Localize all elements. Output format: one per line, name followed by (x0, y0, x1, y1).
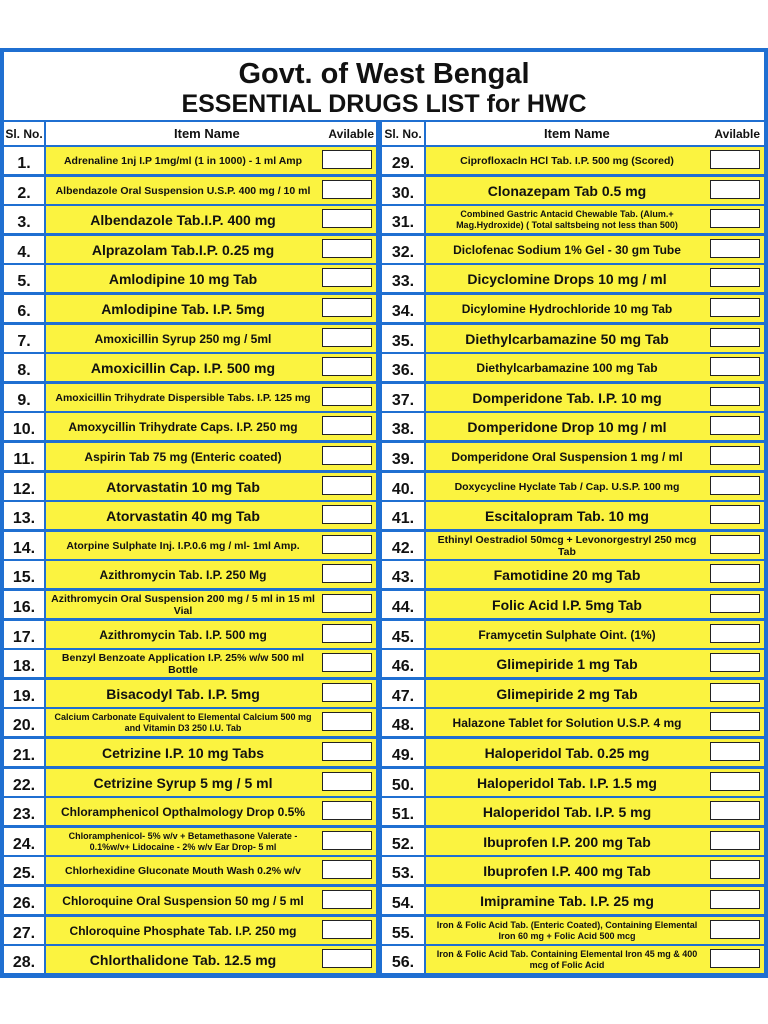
availability-checkbox[interactable] (322, 180, 372, 199)
drug-name: Atorvastatin 10 mg Tab (106, 478, 260, 495)
serial-number: 19. (4, 680, 44, 707)
drug-item (46, 828, 376, 855)
availability-checkbox[interactable] (710, 328, 760, 347)
availability-checkbox[interactable] (322, 505, 372, 524)
serial-number: 6. (4, 295, 44, 322)
drug-name: Albendazole Oral Suspension U.S.P. 400 mg / 10 ml (55, 184, 311, 197)
drug-name: Ibuprofen I.P. 200 mg Tab (483, 833, 651, 850)
serial-number: 23. (4, 798, 44, 825)
drug-row (382, 236, 764, 263)
drug-item (426, 650, 764, 677)
availability-checkbox[interactable] (322, 712, 372, 731)
drug-row (382, 887, 764, 914)
drug-name: Framycetin Sulphate Oint. (1%) (478, 627, 656, 642)
drug-name: Haloperidol Tab. I.P. 5 mg (482, 803, 652, 820)
drug-name: Adrenaline 1nj I.P 1mg/ml (1 in 1000) - 1 ml Amp (63, 154, 303, 167)
serial-number: 3. (4, 206, 44, 233)
availability-checkbox[interactable] (710, 268, 760, 287)
drug-name: Domperidone Oral Suspension 1 mg / ml (451, 449, 683, 464)
serial-number: 8. (4, 354, 44, 381)
availability-checkbox[interactable] (710, 772, 760, 791)
drug-name: Haloperidol Tab. 0.25 mg (484, 744, 650, 761)
serial-number: 1. (4, 147, 44, 174)
serial-number: 28. (4, 946, 44, 973)
drug-item (426, 591, 764, 618)
availability-checkbox[interactable] (322, 150, 372, 169)
drug-row (4, 147, 376, 174)
drug-row (4, 650, 376, 677)
page-title: Govt. of West Bengal (238, 58, 530, 90)
drug-row (382, 384, 764, 411)
drug-row (382, 591, 764, 618)
serial-number: 40. (382, 473, 424, 500)
drug-name: Amlodipine Tab. I.P. 5mg (101, 300, 265, 317)
availability-checkbox[interactable] (710, 180, 760, 199)
availability-checkbox[interactable] (710, 653, 760, 672)
drug-item (426, 265, 764, 292)
serial-number: 2. (4, 177, 44, 204)
drug-item (46, 443, 376, 470)
drug-name: Chlorthalidone Tab. 12.5 mg (89, 951, 277, 968)
drug-item (46, 236, 376, 263)
drug-row (382, 650, 764, 677)
drug-name: Iron & Folic Acid Tab. (Enteric Coated), Containing Elemental Iron 60 mg + Folic Acid 500 mcg (436, 919, 698, 941)
drug-name: Chloramphenicol- 5% w/v + Betamethasone Valerate - 0.1%w/v+ Lidocaine - 2% w/v Ear Drop- 5 ml (68, 830, 298, 852)
serial-number: 55. (382, 917, 424, 944)
drug-name: Azithromycin Oral Suspension 200 mg / 5 ml in 15 ml Vial (51, 592, 315, 617)
availability-checkbox[interactable] (710, 683, 760, 702)
drug-name: Cetrizine I.P. 10 mg Tabs (101, 744, 265, 761)
availability-checkbox[interactable] (322, 772, 372, 791)
drug-item (426, 473, 764, 500)
availability-checkbox[interactable] (710, 712, 760, 731)
drug-row (382, 354, 764, 381)
serial-number: 20. (4, 709, 44, 736)
drug-name: Amlodipine 10 mg Tab (108, 270, 258, 287)
availability-checkbox[interactable] (710, 890, 760, 909)
drug-row (382, 680, 764, 707)
serial-number: 48. (382, 709, 424, 736)
drug-item (46, 739, 376, 766)
drug-row (382, 532, 764, 559)
drug-name: Aspirin Tab 75 mg (Enteric coated) (84, 449, 282, 464)
drug-item (46, 857, 376, 884)
drug-item (426, 295, 764, 322)
drug-row (4, 828, 376, 855)
availability-checkbox[interactable] (322, 209, 372, 228)
drug-row (4, 502, 376, 529)
drug-item (46, 650, 376, 677)
drug-row (382, 147, 764, 174)
drug-item (46, 147, 376, 174)
availability-checkbox[interactable] (710, 920, 760, 939)
column-header-item-right (426, 122, 764, 145)
drug-row (4, 177, 376, 204)
column-header-item-name-right: Item Name (544, 126, 610, 141)
page-subtitle: ESSENTIAL DRUGS LIST for HWC (181, 90, 587, 118)
serial-number: 45. (382, 621, 424, 648)
drug-item (46, 798, 376, 825)
drug-row (4, 236, 376, 263)
availability-checkbox[interactable] (322, 446, 372, 465)
drug-item (426, 887, 764, 914)
drug-name: Calcium Carbonate Equivalent to Elemental Calcium 500 mg and Vitamin D3 250 I.U. Tab (54, 711, 312, 733)
drug-item (426, 828, 764, 855)
drug-row (382, 206, 764, 233)
drug-item (426, 709, 764, 736)
drug-name: Folic Acid I.P. 5mg Tab (492, 596, 642, 613)
drug-item (426, 917, 764, 944)
drug-item (426, 384, 764, 411)
availability-checkbox[interactable] (710, 949, 760, 968)
serial-number: 42. (382, 532, 424, 559)
drug-row (4, 295, 376, 322)
drug-item (46, 680, 376, 707)
serial-number: 25. (4, 857, 44, 884)
serial-number: 49. (382, 739, 424, 766)
drug-item (426, 798, 764, 825)
drug-item (426, 147, 764, 174)
serial-number: 34. (382, 295, 424, 322)
drug-row (4, 946, 376, 973)
left-drug-column (4, 147, 376, 975)
drug-row (4, 798, 376, 825)
drug-item (46, 621, 376, 648)
serial-number: 12. (4, 473, 44, 500)
drug-item (46, 532, 376, 559)
serial-number: 41. (382, 502, 424, 529)
availability-checkbox[interactable] (710, 594, 760, 613)
drug-name: Combined Gastric Antacid Chewable Tab. (Alum.+ Mag.Hydroxide) ( Total saltsbeing not less than 500) (456, 208, 678, 230)
drug-name: Imipramine Tab. I.P. 25 mg (480, 892, 654, 909)
availability-checkbox[interactable] (322, 860, 372, 879)
drug-item (46, 354, 376, 381)
drug-name: Alprazolam Tab.I.P. 0.25 mg (91, 241, 275, 258)
serial-number: 38. (382, 413, 424, 440)
page-header (4, 52, 764, 120)
drug-row (382, 295, 764, 322)
availability-checkbox[interactable] (710, 150, 760, 169)
drug-name: Ibuprofen I.P. 400 mg Tab (483, 862, 651, 879)
serial-number: 13. (4, 502, 44, 529)
availability-checkbox[interactable] (710, 860, 760, 879)
right-drug-column (382, 147, 764, 975)
availability-checkbox[interactable] (710, 357, 760, 376)
drug-item (426, 443, 764, 470)
drug-name: Benzyl Benzoate Application I.P. 25% w/w 500 ml Bottle (61, 651, 305, 676)
drug-name: Atorvastatin 40 mg Tab (106, 507, 260, 524)
drug-item (46, 887, 376, 914)
drug-row (382, 739, 764, 766)
drug-item (426, 354, 764, 381)
serial-number: 33. (382, 265, 424, 292)
drug-item (426, 561, 764, 588)
availability-checkbox[interactable] (322, 801, 372, 820)
drug-name: Chlorhexidine Gluconate Mouth Wash 0.2% w/v (65, 864, 301, 877)
drug-row (4, 413, 376, 440)
drug-row (382, 769, 764, 796)
drug-row (4, 621, 376, 648)
availability-checkbox[interactable] (710, 831, 760, 850)
availability-checkbox[interactable] (322, 920, 372, 939)
availability-checkbox[interactable] (710, 801, 760, 820)
drug-name: Diclofenac Sodium 1% Gel - 30 gm Tube (453, 242, 681, 257)
serial-number: 26. (4, 887, 44, 914)
availability-checkbox[interactable] (710, 239, 760, 258)
availability-checkbox[interactable] (710, 476, 760, 495)
drug-item (46, 384, 376, 411)
drug-row (4, 206, 376, 233)
drug-name: Azithromycin Tab. I.P. 500 mg (99, 627, 267, 642)
serial-number: 21. (4, 739, 44, 766)
drug-item (426, 502, 764, 529)
drug-name: Bisacodyl Tab. I.P. 5mg (106, 685, 260, 702)
availability-checkbox[interactable] (322, 476, 372, 495)
serial-number: 35. (382, 325, 424, 352)
drug-item (46, 561, 376, 588)
availability-checkbox[interactable] (710, 505, 760, 524)
serial-number: 39. (382, 443, 424, 470)
drug-row (382, 502, 764, 529)
drug-row (382, 177, 764, 204)
availability-checkbox[interactable] (322, 831, 372, 850)
drug-row (382, 709, 764, 736)
serial-number: 51. (382, 798, 424, 825)
availability-checkbox[interactable] (710, 209, 760, 228)
drug-item (426, 621, 764, 648)
serial-number: 7. (4, 325, 44, 352)
drug-item (46, 917, 376, 944)
column-header-available-left: Avilable (328, 126, 374, 141)
drug-name: Escitalopram Tab. 10 mg (485, 507, 649, 524)
drug-name: Ciprofloxacln HCl Tab. I.P. 500 mg (Scored) (460, 154, 674, 167)
availability-checkbox[interactable] (322, 564, 372, 583)
drug-row (4, 769, 376, 796)
drug-item (426, 206, 764, 233)
availability-checkbox[interactable] (322, 268, 372, 287)
drug-item (46, 473, 376, 500)
drug-row (382, 917, 764, 944)
drug-row (4, 887, 376, 914)
drug-row (382, 265, 764, 292)
drug-row (4, 443, 376, 470)
column-header-item-left (46, 122, 376, 145)
drug-row (4, 591, 376, 618)
availability-checkbox[interactable] (322, 653, 372, 672)
serial-number: 32. (382, 236, 424, 263)
drug-name: Halazone Tablet for Solution U.S.P. 4 mg (452, 715, 682, 730)
availability-checkbox[interactable] (710, 446, 760, 465)
drug-name: Domperidone Tab. I.P. 10 mg (472, 389, 662, 406)
drug-row (382, 621, 764, 648)
drug-row (4, 739, 376, 766)
drug-row (382, 561, 764, 588)
drug-item (426, 680, 764, 707)
drug-name: Cetrizine Syrup 5 mg / 5 ml (93, 774, 273, 791)
drug-name: Glimepiride 1 mg Tab (496, 655, 638, 672)
serial-number: 9. (4, 384, 44, 411)
drug-row (382, 857, 764, 884)
availability-checkbox[interactable] (710, 416, 760, 435)
drug-row (4, 265, 376, 292)
drug-name: Atorpine Sulphate Inj. I.P.0.6 mg / ml- 1ml Amp. (66, 539, 300, 552)
drug-row (4, 680, 376, 707)
availability-checkbox[interactable] (322, 890, 372, 909)
serial-number: 31. (382, 206, 424, 233)
drug-name: Albendazole Tab.I.P. 400 mg (90, 211, 276, 228)
serial-number: 24. (4, 828, 44, 855)
availability-checkbox[interactable] (322, 624, 372, 643)
drug-item (426, 325, 764, 352)
drug-name: Clonazepam Tab 0.5 mg (487, 182, 647, 199)
drug-item (426, 946, 764, 973)
drug-row (4, 384, 376, 411)
drug-row (4, 473, 376, 500)
drug-item (46, 295, 376, 322)
drug-name: Famotidine 20 mg Tab (493, 566, 641, 583)
drug-name: Dicylomine Hydrochloride 10 mg Tab (461, 301, 673, 316)
drug-item (46, 769, 376, 796)
column-header-available-right: Avilable (714, 126, 760, 141)
drug-name: Doxycycline Hyclate Tab / Cap. U.S.P. 100 mg (454, 480, 680, 493)
drug-name: Amoxicillin Syrup 250 mg / 5ml (94, 331, 272, 346)
serial-number: 52. (382, 828, 424, 855)
availability-checkbox[interactable] (710, 624, 760, 643)
drug-name: Chloramphenicol Opthalmology Drop 0.5% (60, 804, 306, 819)
drug-item (46, 325, 376, 352)
drug-name: Diethylcarbamazine 50 mg Tab (465, 330, 669, 347)
drug-row (4, 354, 376, 381)
drug-row (4, 709, 376, 736)
serial-number: 46. (382, 650, 424, 677)
drug-item (426, 857, 764, 884)
drug-item (426, 236, 764, 263)
drug-item (46, 591, 376, 618)
availability-checkbox[interactable] (710, 742, 760, 761)
availability-checkbox[interactable] (322, 742, 372, 761)
drug-item (46, 206, 376, 233)
drug-row (382, 946, 764, 973)
drug-row (4, 532, 376, 559)
drug-row (4, 561, 376, 588)
availability-checkbox[interactable] (322, 594, 372, 613)
serial-number: 29. (382, 147, 424, 174)
drug-item (426, 413, 764, 440)
serial-number: 18. (4, 650, 44, 677)
drug-name: Amoxicillin Cap. I.P. 500 mg (90, 359, 276, 376)
availability-checkbox[interactable] (322, 416, 372, 435)
drug-name: Chloroquine Phosphate Tab. I.P. 250 mg (69, 923, 297, 938)
drug-item (426, 532, 764, 559)
drug-row (4, 917, 376, 944)
serial-number: 27. (4, 917, 44, 944)
drug-item (46, 502, 376, 529)
availability-checkbox[interactable] (710, 535, 760, 554)
drug-name: Glimepiride 2 mg Tab (496, 685, 638, 702)
availability-checkbox[interactable] (322, 298, 372, 317)
availability-checkbox[interactable] (322, 949, 372, 968)
serial-number: 43. (382, 561, 424, 588)
drug-list-sheet (0, 48, 768, 978)
serial-number: 37. (382, 384, 424, 411)
serial-number: 53. (382, 857, 424, 884)
serial-number: 36. (382, 354, 424, 381)
serial-number: 47. (382, 680, 424, 707)
availability-checkbox[interactable] (322, 683, 372, 702)
drug-item (426, 177, 764, 204)
availability-checkbox[interactable] (710, 387, 760, 406)
drug-name: Amoxicillin Trihydrate Dispersible Tabs. I.P. 125 mg (55, 391, 311, 404)
drug-name: Domperidone Drop 10 mg / ml (467, 418, 667, 435)
drug-item (426, 769, 764, 796)
availability-checkbox[interactable] (322, 535, 372, 554)
drug-row (4, 857, 376, 884)
drug-row (4, 325, 376, 352)
serial-number: 5. (4, 265, 44, 292)
drug-item (46, 177, 376, 204)
serial-number: 10. (4, 413, 44, 440)
serial-number: 14. (4, 532, 44, 559)
drug-item (46, 946, 376, 973)
serial-number: 50. (382, 769, 424, 796)
column-header-sl-no-left: Sl. No. (4, 122, 44, 145)
serial-number: 56. (382, 946, 424, 973)
serial-number: 15. (4, 561, 44, 588)
drug-row (382, 828, 764, 855)
serial-number: 22. (4, 769, 44, 796)
drug-name: Amoxycillin Trihydrate Caps. I.P. 250 mg (68, 419, 298, 434)
availability-checkbox[interactable] (322, 387, 372, 406)
drug-item (46, 265, 376, 292)
drug-row (382, 443, 764, 470)
availability-checkbox[interactable] (710, 298, 760, 317)
serial-number: 16. (4, 591, 44, 618)
drug-item (46, 709, 376, 736)
availability-checkbox[interactable] (322, 357, 372, 376)
serial-number: 11. (4, 443, 44, 470)
drug-row (382, 413, 764, 440)
drug-name: Ethinyl Oestradiol 50mcg + Levonorgestryl 250 mcg Tab (437, 533, 697, 558)
drug-item (426, 739, 764, 766)
drug-name: Dicyclomine Drops 10 mg / ml (467, 270, 667, 287)
serial-number: 4. (4, 236, 44, 263)
availability-checkbox[interactable] (322, 239, 372, 258)
drug-row (382, 798, 764, 825)
availability-checkbox[interactable] (322, 328, 372, 347)
column-header-sl-no-right: Sl. No. (382, 122, 424, 145)
drug-name: Diethylcarbamazine 100 mg Tab (476, 360, 658, 375)
serial-number: 44. (382, 591, 424, 618)
drug-name: Chloroquine Oral Suspension 50 mg / 5 ml (62, 893, 304, 908)
serial-number: 54. (382, 887, 424, 914)
drug-row (382, 325, 764, 352)
drug-name: Iron & Folic Acid Tab. Containing Elemental Iron 45 mg & 400 mcg of Folic Acid (436, 948, 698, 970)
column-header-item-name-left: Item Name (174, 126, 240, 141)
availability-checkbox[interactable] (710, 564, 760, 583)
serial-number: 17. (4, 621, 44, 648)
drug-name: Haloperidol Tab. I.P. 1.5 mg (477, 774, 657, 791)
drug-name: Azithromycin Tab. I.P. 250 Mg (99, 567, 267, 582)
serial-number: 30. (382, 177, 424, 204)
drug-row (382, 473, 764, 500)
drug-item (46, 413, 376, 440)
